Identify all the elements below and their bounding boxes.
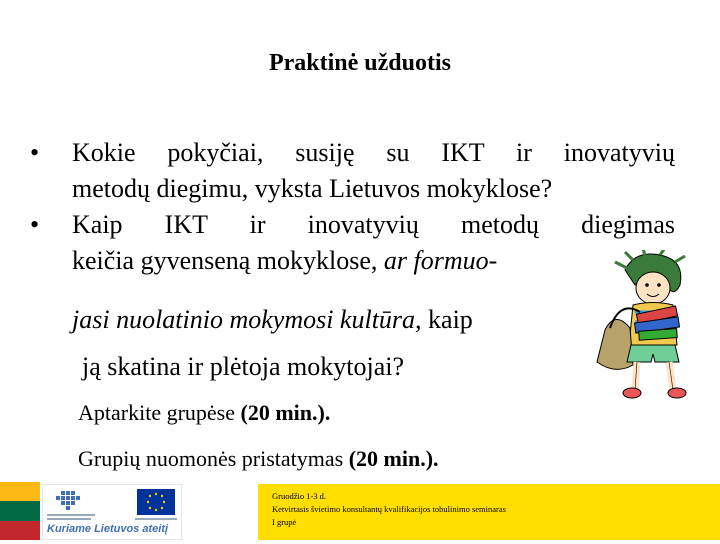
- footer-text: [272, 490, 506, 529]
- bullet-2-line-3-plain: kaip: [421, 305, 473, 334]
- footer-seminar: Ketvirtasis švietimo konsultantų kvalifikacijos tobulinimo seminaras: [272, 504, 506, 514]
- task-2-time: (20 min.).: [348, 446, 439, 471]
- eu-funding-logo: [42, 484, 182, 540]
- bullet-1-line-1: Kokie pokyčiai, susiję su IKT ir inovatyvių: [72, 138, 675, 167]
- bullet-1-line-2: metodų diegimu, vyksta Lietuvos mokyklose?: [72, 174, 553, 203]
- bullet-2-line-1: Kaip IKT ir inovatyvių metodų diegimas: [72, 210, 675, 239]
- logo-caption: Kuriame Lietuvos ateitį: [47, 523, 169, 535]
- bullet-2-line-2-plain: keičia gyvenseną mokyklose,: [72, 246, 384, 275]
- footer-date: Gruodžio 1-3 d.: [272, 491, 327, 501]
- bullet-2-line-4: ją skatina ir plėtoja mokytojai?: [82, 352, 405, 381]
- lithuanian-flag-icon: [0, 482, 40, 540]
- slide-title: Praktinė užduotis: [268, 50, 451, 76]
- bullet-item-2: [30, 207, 675, 279]
- bullet-dot-icon: •: [30, 138, 40, 167]
- bullet-list: [30, 135, 675, 279]
- task-2: [78, 446, 439, 472]
- bullet-dot-icon: •: [30, 210, 40, 239]
- task-1-time: (20 min.).: [240, 400, 331, 425]
- task-1-text: Aptarkite grupėse: [78, 400, 241, 425]
- bullet-2-line-3-italic: jasi nuolatinio mokymosi kultūra,: [72, 305, 422, 334]
- task-2-text: Grupių nuomonės pristatymas: [78, 446, 349, 471]
- footer-group: I grupė: [272, 517, 297, 527]
- task-1: [78, 400, 330, 426]
- bullet-2-line-2-italic: ar formuo-: [383, 246, 498, 275]
- bullet-item-1: [30, 135, 675, 207]
- bullet-2-line-3: [72, 305, 473, 335]
- student-with-books-illustration: [585, 250, 705, 400]
